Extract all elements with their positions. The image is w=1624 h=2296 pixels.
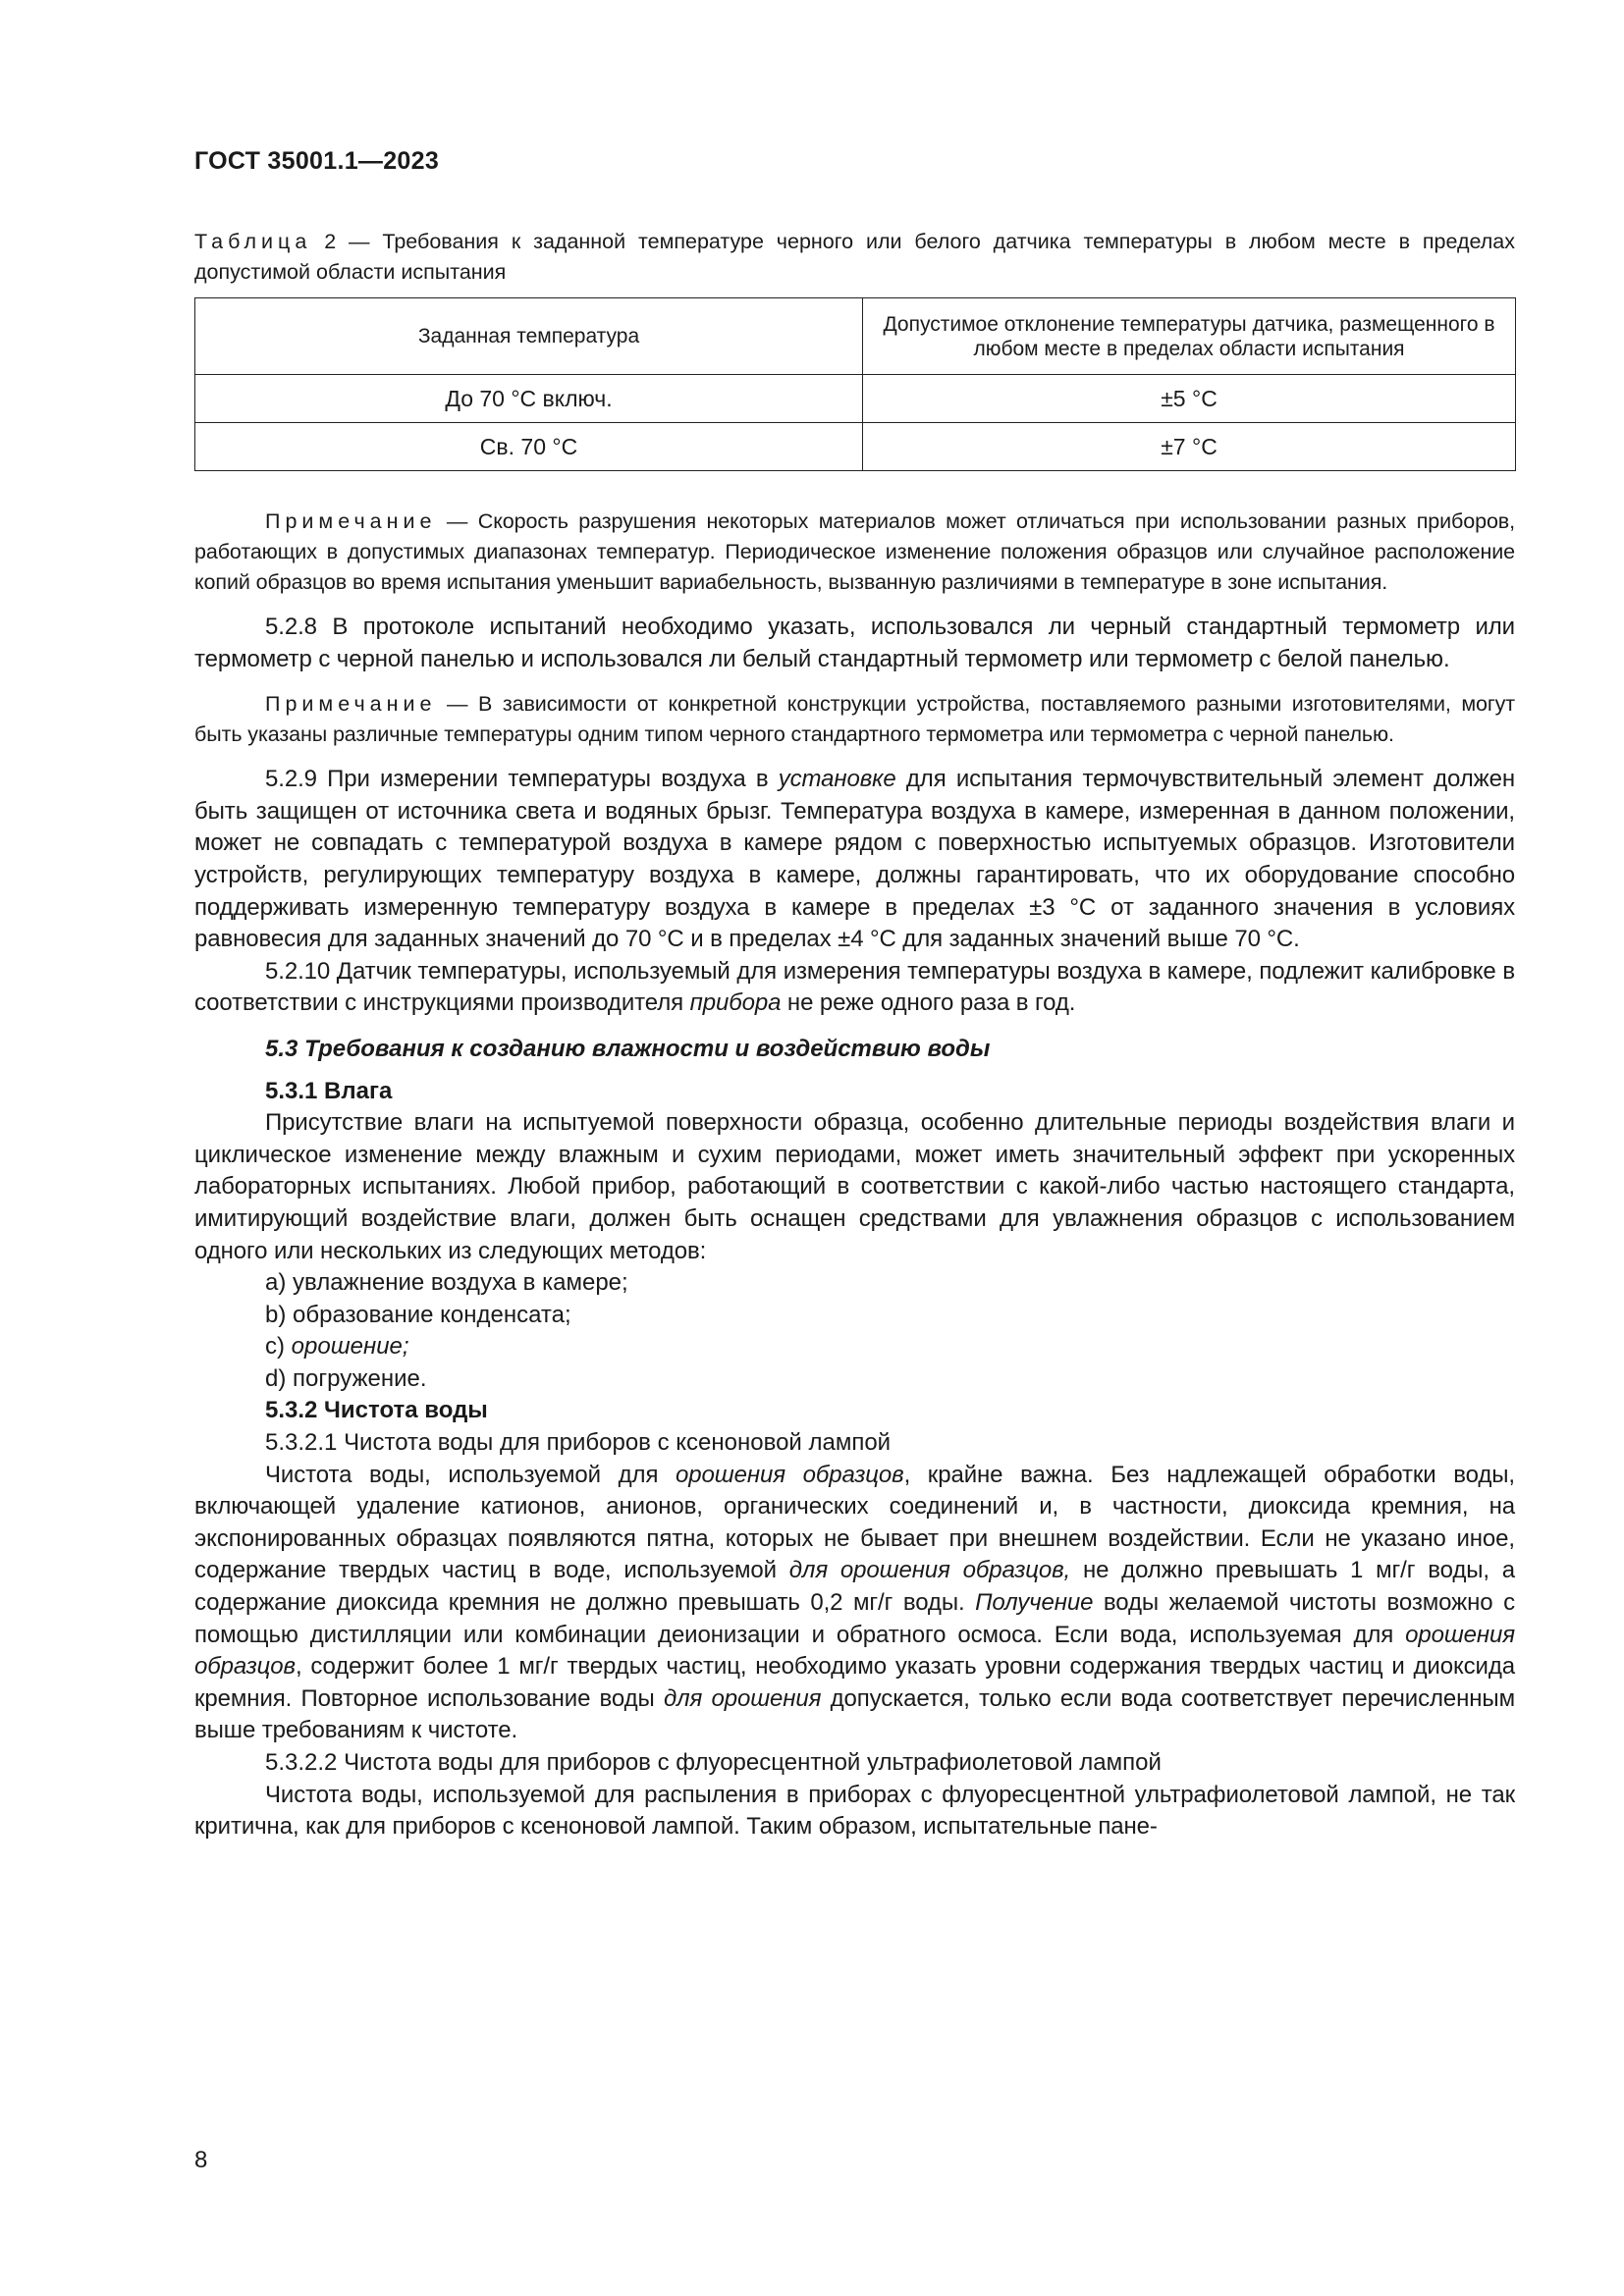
list-item (194, 1331, 1515, 1363)
table-cell: ±5 °С (863, 375, 1516, 423)
requirements-table (194, 297, 1516, 471)
text-run: воды желаемой чистоты возможно с помощью дистилляции или комбинации деионизации и обратного осмоса. Если вода, используемая для (194, 1589, 1515, 1648)
table-cell: Св. 70 °С (195, 423, 863, 471)
paragraph-5-3-2-2: Чистота воды, используемой для распыления в приборах с флуоресцентной ультрафиолетовой лампой, не так критична, как для приборов с ксеноновой лампой. Таким образом, испытательные пане- (194, 1781, 1515, 1841)
subsection-heading-5-3-2: 5.3.2 Чистота воды (265, 1397, 488, 1424)
list-marker: a) (265, 1269, 294, 1297)
table-caption (194, 227, 1515, 288)
text-run: Чистота воды, используемой для (265, 1461, 677, 1488)
list-marker: d) (265, 1364, 294, 1392)
table-cell: ±7 °С (863, 423, 1516, 471)
italic-term: Получение (975, 1589, 1094, 1617)
list-item-text: образование конденсата; (293, 1301, 571, 1328)
table-row (195, 423, 1516, 471)
table-header-cell: Заданная температура (195, 298, 863, 375)
clause-title-5-3-2-2: 5.3.2.2 Чистота воды для приборов с флуоресцентной ультрафиолетовой лампой (265, 1749, 1162, 1776)
note-label: Примечание (265, 692, 437, 717)
page-number: 8 (194, 2147, 208, 2173)
italic-term: для орошения образцов, (788, 1557, 1071, 1584)
list-item (194, 1300, 1515, 1332)
list-marker: c) (265, 1333, 292, 1361)
text-run: 5.2.9 При измерении температуры воздуха в (265, 766, 779, 793)
text-run: допускается, только если вода соответствует перечисленным выше требованиям к чистоте. (194, 1684, 1515, 1744)
note-paragraph (194, 507, 1515, 598)
italic-term: установке (778, 766, 896, 793)
italic-term: для орошения (663, 1684, 822, 1712)
list-item (194, 1267, 1515, 1300)
list-marker: b) (265, 1301, 294, 1328)
table-caption-label: Таблица (194, 230, 312, 253)
text-run: не должно превышать 1 мг/г воды, а содержание диоксида кремния не должно превышать 0,2 мг/г воды. (194, 1557, 1516, 1617)
paragraph-5-2-10 (194, 956, 1515, 1020)
document-header: ГОСТ 35001.1—2023 (194, 147, 440, 175)
table-caption-text: 2 — Требования к заданной температуре черного или белого датчика температуры в любом месте в пределах допустимой области испытания (194, 230, 1515, 284)
list-item-text: увлажнение воздуха в камере; (293, 1269, 628, 1297)
note-text: — В зависимости от конкретной конструкции устройства, поставляемого разными изготовителями, могут быть указаны различные температуры одним типом черного стандартного термометра или термометра с черной панелью. (194, 692, 1515, 747)
subsection-heading-5-3-1: 5.3.1 Влага (265, 1077, 393, 1104)
text-run: , содержит более 1 мг/г твердых частиц, необходимо указать уровни содержания твердых частиц и диоксида кремния. Повторное использование воды (194, 1653, 1515, 1712)
clause-title-5-3-2-1: 5.3.2.1 Чистота воды для приборов с ксеноновой лампой (265, 1429, 892, 1457)
text-run: не реже одного раза в год. (781, 989, 1076, 1017)
table-row (195, 375, 1516, 423)
paragraph-5-2-8: 5.2.8 В протоколе испытаний необходимо указать, использовался ли черный стандартный термометр или термометр с черной панелью и использовался ли белый стандартный термометр или термометр с белой панелью. (194, 614, 1515, 672)
italic-term: орошения образцов (194, 1621, 1515, 1681)
italic-term: орошения образцов (676, 1461, 904, 1488)
note-label: Примечание (265, 509, 437, 533)
table-header-cell: Допустимое отклонение температуры датчика, размещенного в любом месте в пределах области испытания (863, 298, 1516, 375)
text-run: , крайне важна. Без надлежащей обработки воды, включающей удаление катионов, анионов, органических соединений и, в частности, диоксида кремния, на экспонированных образцах появляются пятна, которых не бывает при внешнем воздействии. Если не указано иное, содержание твердых частиц в воде, используемой (194, 1461, 1515, 1584)
italic-term: прибора (689, 989, 782, 1017)
document-body (194, 507, 1515, 1843)
note-paragraph (194, 689, 1515, 750)
table-cell: До 70 °С включ. (195, 375, 863, 423)
section-heading-5-3: 5.3 Требования к созданию влажности и воздействию воды (265, 1035, 991, 1062)
list-item (194, 1363, 1515, 1396)
text-run: для испытания термочувствительный элемент должен быть защищен от источника света и водяных брызг. Температура воздуха в камере, измеренная в данном положении, может не совпадать с температурой воздуха в камере рядом с поверхностью испытуемых образцов. Изготовители устройств, регулирующих температуру воздуха в камере, должны гарантировать, что их оборудование способно поддерживать измеренную температуру воздуха в камере в пределах ±3 °С от заданного значения в условиях равновесия для заданных значений до 70 °С и в пределах ±4 °С для заданных значений выше 70 °С. (194, 766, 1515, 953)
paragraph-5-3-2-1 (194, 1460, 1515, 1747)
text-run: 5.2.10 Датчик температуры, используемый для измерения температуры воздуха в камере, подлежит калибровке в соответствии с инструкциями производителя (194, 957, 1515, 1017)
paragraph-5-3-1: Присутствие влаги на испытуемой поверхности образца, особенно длительные периоды воздействия влаги и циклическое изменение между влажным и сухим периодами, может иметь значительный эффект при ускоренных лабораторных испытаниях. Любой прибор, работающий в соответствии с какой-либо частью настоящего стандарта, имитирующий воздействие влаги, должен быть оснащен средствами для увлажнения образцов с использованием одного или нескольких из следующих методов: (194, 1109, 1515, 1264)
note-text: — Скорость разрушения некоторых материалов может отличаться при использовании разных приборов, работающих в допустимых диапазонах температур. Периодическое изменение положения образцов или случайное расположение копий образцов во время испытания уменьшит вариабельность, вызванную различиями в температуре в зоне испытания. (194, 509, 1515, 594)
table-header-row (195, 298, 1516, 375)
paragraph-5-2-9 (194, 764, 1515, 956)
list-item-text: орошение; (291, 1333, 409, 1361)
list-item-text: погружение. (293, 1364, 427, 1392)
